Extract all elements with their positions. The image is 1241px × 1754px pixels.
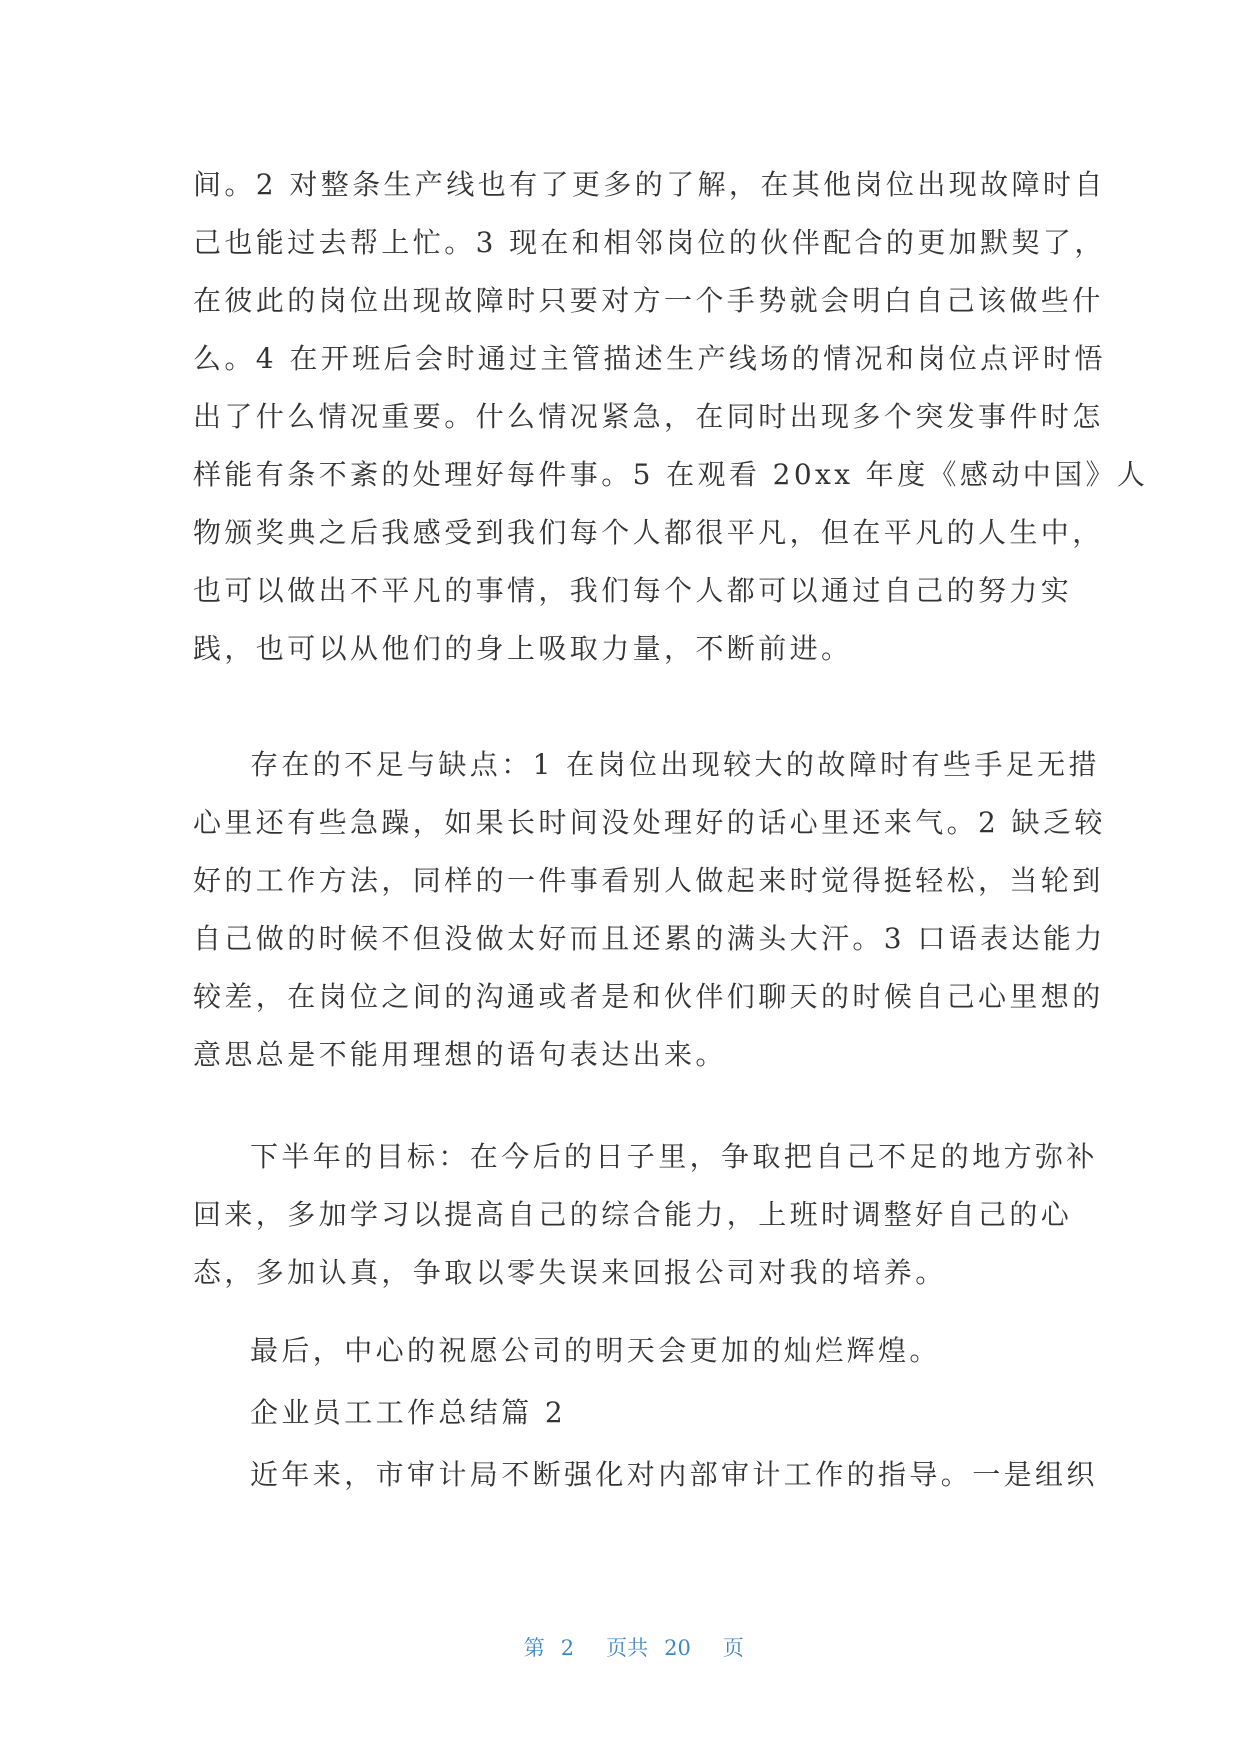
text-line: 出了什么情况重要。什么情况紧急，在同时出现多个突发事件时怎 xyxy=(193,400,1104,433)
text-line: 自己做的时候不但没做太好而且还累的满头大汗。3 口语表达能力 xyxy=(193,922,1106,955)
text-line: 存在的不足与缺点：1 在岗位出现较大的故障时有些手足无措 xyxy=(250,748,1100,781)
text-line: 样能有条不紊的处理好每件事。5 在观看 20xx 年度《感动中国》人 xyxy=(193,458,1149,491)
text-line: 最后，中心的祝愿公司的明天会更加的灿烂辉煌。 xyxy=(250,1334,941,1367)
total-pages-number: 20 xyxy=(664,1636,691,1660)
footer-middle: 页共 xyxy=(606,1636,649,1660)
text-line: 践，也可以从他们的身上吸取力量，不断前进。 xyxy=(193,632,853,665)
text-line: 近年来，市审计局不断强化对内部审计工作的指导。一是组织 xyxy=(250,1458,1098,1491)
text-line: 么。4 在开班后会时通过主管描述生产线场的情况和岗位点评时悟 xyxy=(193,342,1106,375)
text-line: 也可以做出不平凡的事情，我们每个人都可以通过自己的努力实 xyxy=(193,574,1073,607)
current-page-number: 2 xyxy=(560,1636,575,1660)
text-line: 好的工作方法，同样的一件事看别人做起来时觉得挺轻松，当轮到 xyxy=(193,864,1104,897)
page-footer xyxy=(0,1606,1241,1690)
footer-suffix: 页 xyxy=(722,1636,744,1660)
text-line: 己也能过去帮上忙。3 现在和相邻岗位的伙伴配合的更加默契了， xyxy=(193,226,1106,259)
text-line: 较差，在岗位之间的沟通或者是和伙伴们聊天的时候自己心里想的 xyxy=(193,980,1104,1013)
text-line: 态，多加认真，争取以零失误来回报公司对我的培养。 xyxy=(193,1256,947,1289)
text-line: 心里还有些急躁，如果长时间没处理好的话心里还来气。2 缺乏较 xyxy=(193,806,1106,839)
text-line: 意思总是不能用理想的语句表达出来。 xyxy=(193,1038,727,1071)
text-line: 间。2 对整条生产线也有了更多的了解，在其他岗位出现故障时自 xyxy=(193,168,1106,201)
section-heading: 企业员工工作总结篇 2 xyxy=(250,1396,567,1429)
text-line: 物颁奖典之后我感受到我们每个人都很平凡，但在平凡的人生中， xyxy=(193,516,1104,549)
text-line: 在彼此的岗位出现故障时只要对方一个手势就会明白自己该做些什 xyxy=(193,284,1104,317)
text-line: 回来，多加学习以提高自己的综合能力，上班时调整好自己的心 xyxy=(193,1198,1073,1231)
text-line: 下半年的目标：在今后的日子里，争取把自己不足的地方弥补 xyxy=(250,1140,1098,1173)
footer-prefix: 第 xyxy=(523,1636,545,1660)
